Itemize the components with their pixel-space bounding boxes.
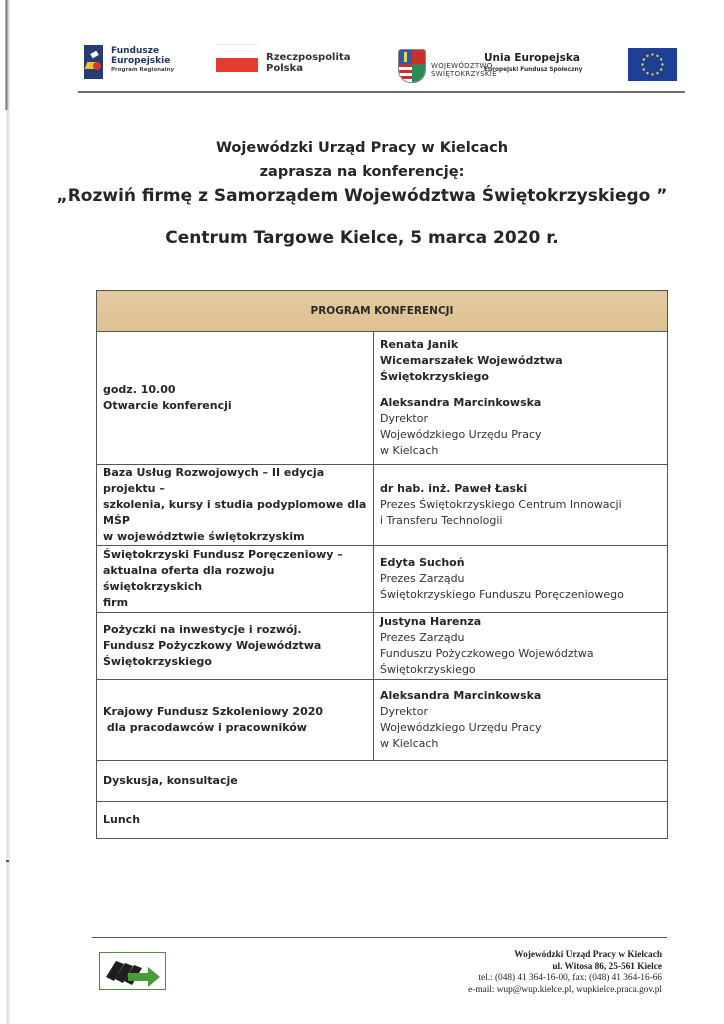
agenda-title-line: Świętokrzyskiego (103, 655, 212, 668)
fundusze-europejskie-icon (84, 45, 103, 79)
footer-contact (440, 950, 662, 996)
agenda-title-line: Pożyczki na inwestycje i rozwój. (103, 623, 302, 636)
eu-star-icon (660, 68, 662, 70)
footer-email-web: e-mail: wup@wup.kielce.pl, wupkielce.praca.gov.pl (468, 984, 662, 995)
table-row (97, 332, 668, 465)
speaker-role: Świętokrzyskiego (380, 663, 476, 676)
agenda-title-line: w województwie świętokrzyskim (103, 530, 305, 543)
swietokrzyskie-coat-of-arms-icon (398, 49, 426, 83)
speakers-cell (374, 465, 668, 546)
speaker-role: Funduszu Pożyczkowego Województwa (380, 647, 594, 660)
table-row (97, 680, 668, 761)
agenda-title-line: Baza Usług Rozwojowych – II edycja projektu – (103, 466, 325, 495)
wup-logo-icon (99, 952, 166, 990)
eu-star-icon (651, 53, 653, 55)
speaker-name: Justyna Harenza (380, 615, 482, 628)
speaker-role: w Kielcach (380, 444, 439, 457)
speaker-role: Prezes Świętokrzyskiego Centrum Innowacji (380, 498, 622, 511)
agenda-title-line: szkolenia, kursy i studia podyplomowe dla MŚP (103, 498, 367, 527)
table-row (97, 465, 668, 546)
speaker-name: Aleksandra Marcinkowska (380, 689, 542, 702)
footer-divider (92, 937, 667, 938)
speaker-role: w Kielcach (380, 737, 439, 750)
conference-name: „Rozwiń firmę z Samorządem Województwa Świętokrzyskiego ” (56, 186, 668, 206)
venue-date: Centrum Targowe Kielce, 5 marca 2020 r. (165, 228, 559, 248)
program-header: PROGRAM KONFERENCJI (97, 291, 668, 332)
speaker-role: i Transferu Technologii (380, 514, 503, 527)
agenda-item (97, 613, 374, 680)
ue-subtitle: Europejski Fundusz Społeczny (484, 67, 583, 73)
agenda-item (97, 332, 374, 465)
speakers-cell (374, 546, 668, 613)
eu-star-icon (660, 58, 662, 60)
lunch-item: Lunch (97, 802, 668, 839)
invitation-text: zaprasza na konferencję: (259, 164, 465, 180)
speaker-name: Aleksandra Marcinkowska (380, 396, 542, 409)
fe-title-line2: Europejskie (111, 56, 171, 66)
speaker-name: Renata Janik (380, 338, 459, 351)
eu-star-icon (656, 72, 658, 74)
eu-star-icon (646, 72, 648, 74)
speaker-role: Wojewódzkiego Urzędu Pracy (380, 721, 542, 734)
eu-star-icon (651, 73, 653, 75)
footer-address: ul. Witosa 86, 25-561 Kielce (552, 961, 662, 972)
rzeczpospolita-polska-logo (266, 52, 350, 74)
ws-line2: ŚWIĘTOKRZYSKIE (431, 70, 497, 78)
agenda-title: Otwarcie konferencji (103, 399, 232, 412)
speaker-role: Prezes Zarządu (380, 631, 465, 644)
speaker-role: Świętokrzyskiego Funduszu Poręczeniowego (380, 588, 624, 601)
agenda-time: godz. 10.00 (103, 383, 176, 396)
speaker-role: Dyrektor (380, 705, 428, 718)
scan-mark (6, 860, 9, 862)
agenda-title-line: dla pracodawców i pracowników (103, 721, 307, 734)
poland-flag-icon (216, 44, 258, 72)
agenda-item (97, 465, 374, 546)
agenda-item (97, 546, 374, 613)
header-logos (78, 42, 684, 90)
speaker-name: dr hab. inż. Paweł Łaski (380, 482, 528, 495)
eu-star-icon (641, 63, 643, 65)
ue-title: Unia Europejska (484, 52, 580, 64)
fe-title-line1: Fundusze (111, 46, 160, 56)
agenda-title-line: aktualna oferta dla rozwoju świętokrzyskich (103, 564, 275, 593)
eu-star-icon (656, 55, 658, 57)
fe-subtitle: Program Regionalny (111, 67, 175, 73)
speaker-name: Edyta Suchoń (380, 556, 465, 569)
eu-star-icon (661, 63, 663, 65)
speakers-cell (374, 613, 668, 680)
scan-edge-shadow (0, 0, 10, 110)
agenda-title-line: Krajowy Fundusz Szkoleniowy 2020 (103, 705, 324, 718)
speaker-role: Wojewódzkiego Urzędu Pracy (380, 428, 542, 441)
speakers-cell (374, 680, 668, 761)
eu-flag-icon (628, 48, 677, 81)
agenda-title-line: Fundusz Pożyczkowy Województwa (103, 639, 322, 652)
rp-line2: Polska (266, 63, 303, 74)
program-table (96, 290, 668, 839)
eu-star-icon (643, 68, 645, 70)
agenda-title-line: Świętokrzyski Fundusz Poręczeniowy – (103, 548, 343, 561)
discussion-item: Dyskusja, konsultacje (97, 761, 668, 802)
eu-star-icon (646, 55, 648, 57)
table-row (97, 613, 668, 680)
speaker-role: Prezes Zarządu (380, 572, 465, 585)
footer-org-name: Wojewódzki Urząd Pracy w Kielcach (514, 950, 662, 960)
speaker-role: Dyrektor (380, 412, 428, 425)
table-row (97, 802, 668, 839)
speakers-cell (374, 332, 668, 465)
ws-line1: WOJEWÓDZTWO (431, 62, 493, 70)
agenda-title-line: firm (103, 596, 129, 609)
speaker-role: Wicemarszałek Województwa Świętokrzyskiego (380, 354, 563, 383)
table-row (97, 546, 668, 613)
eu-star-icon (643, 58, 645, 60)
header-divider (78, 91, 685, 93)
agenda-item (97, 680, 374, 761)
table-row (97, 761, 668, 802)
organizer-title: Wojewódzki Urząd Pracy w Kielcach (215, 140, 509, 156)
footer-phone-fax: tel.: (048) 41 364-16-00, fax: (048) 41 364-16-66 (478, 973, 662, 984)
rp-line1: Rzeczpospolita (266, 52, 351, 63)
